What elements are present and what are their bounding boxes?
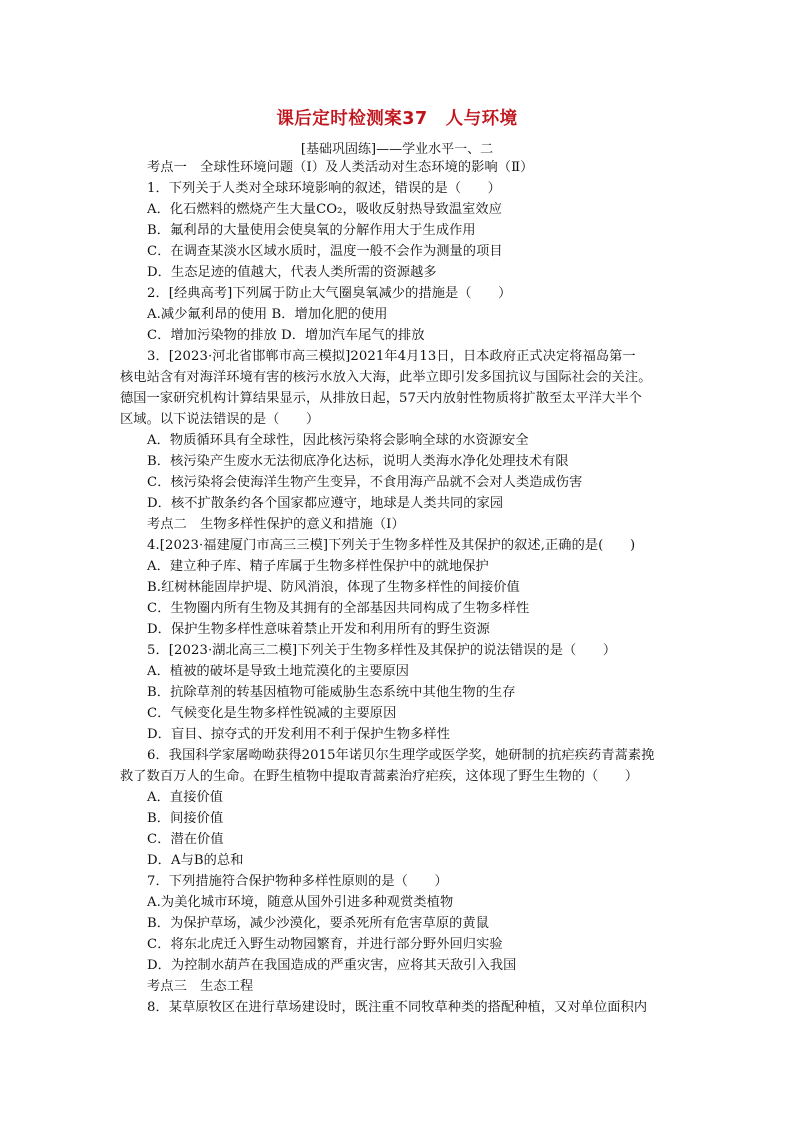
question-3: 3．[2023·河北省邯郸市高三模拟]2021年4月13日，日本政府正式决定将福岛第一: [147, 349, 636, 364]
option-line: C．增加污染物的排放 D．增加汽车尾气的排放: [147, 328, 425, 343]
option-line: D．保护生物多样性意味着禁止开发和利用所有的野生资源: [147, 622, 490, 637]
option-line: C．生物圈内所有生物及其拥有的全部基因共同构成了生物多样性: [147, 601, 530, 616]
section-heading-1: 考点一 全球性环境问题（Ⅰ）及人类活动对生态环境的影响（Ⅱ）: [147, 160, 534, 175]
option-line: A．物质循环具有全球性，因此核污染将会影响全球的水资源安全: [147, 433, 529, 448]
option-line: B.红树林能固岸护堤、防风消浪，体现了生物多样性的间接价值: [147, 580, 520, 595]
option-line: A.减少氟利昂的使用 B．增加化肥的使用: [147, 307, 388, 322]
question-5: 5．[2023·湖北高三二模]下列关于生物多样性及其保护的说法错误的是（ ）: [147, 643, 617, 658]
option-line: A.为美化城市环境，随意从国外引进多种观赏类植物: [147, 895, 454, 910]
option-line: D．生态足迹的值越大，代表人类所需的资源越多: [147, 265, 437, 280]
option-line: C．潜在价值: [147, 832, 224, 847]
option-line: C．在调查某淡水区域水质时，温度一般不会作为测量的项目: [147, 244, 503, 259]
question-6-cont: 救了数百万人的生命。在野生植物中提取青蒿素治疗疟疾，这体现了野生生物的（ ）: [120, 769, 639, 784]
option-line: A．建立种子库、精子库属于生物多样性保护中的就地保护: [147, 559, 489, 574]
question-1: 1．下列关于人类对全球环境影响的叙述，错误的是（ ）: [147, 181, 501, 196]
question-8: 8．某草原牧区在进行草场建设时，既注重不同牧草种类的搭配种植，又对单位面积内: [147, 1000, 648, 1015]
question-7: 7．下列措施符合保护物种多样性原则的是（ ）: [147, 874, 448, 889]
page-title: 课后定时检测案37 人与环境: [276, 109, 518, 129]
question-4: 4.[2023·福建厦门市高三三模]下列关于生物多样性及其保护的叙述,正确的是( ): [147, 538, 636, 553]
option-line: B．抗除草剂的转基因植物可能威胁生态系统中其他生物的生存: [147, 685, 516, 700]
option-line: D．核不扩散条约各个国家都应遵守，地球是人类共同的家园: [147, 496, 504, 511]
question-6: 6．我国科学家屠呦呦获得2015年诺贝尔生理学或医学奖，她研制的抗疟疾药青蒿素挽: [147, 748, 655, 763]
section-heading-2: 考点二 生物多样性保护的意义和措施（Ⅰ）: [147, 517, 405, 532]
option-line: B．为保护草场，减少沙漠化，要杀死所有危害草原的黄鼠: [147, 916, 489, 931]
option-line: A．直接价值: [147, 790, 224, 805]
page-subtitle: [基础巩固练]——学业水平一、二: [300, 142, 494, 157]
option-line: B．核污染产生废水无法彻底净化达标，说明人类海水净化处理技术有限: [147, 454, 569, 469]
question-2: 2．[经典高考]下列属于防止大气圈臭氧减少的措施是（ ）: [147, 286, 512, 301]
question-3-cont: 核电站含有对海洋环境有害的核污水放入大海，此举立即引发多国抗议与国际社会的关注。: [120, 370, 652, 385]
option-line: C．气候变化是生物多样性锐减的主要原因: [147, 706, 397, 721]
option-line: D．为控制水葫芦在我国造成的严重灾害，应将其天敌引入我国: [147, 958, 517, 973]
section-heading-3: 考点三 生态工程: [147, 979, 254, 994]
option-line: B．间接价值: [147, 811, 224, 826]
option-line: B．氟利昂的大量使用会使臭氧的分解作用大于生成作用: [147, 223, 476, 238]
option-line: D．A与B的总和: [147, 853, 244, 868]
option-line: C．核污染将会使海洋生物产生变异，不食用海产品就不会对人类造成伤害: [147, 475, 583, 490]
option-line: C．将东北虎迁入野生动物园繁育，并进行部分野外回归实验: [147, 937, 503, 952]
option-line: A．化石燃料的燃烧产生大量CO₂，吸收反射热导致温室效应: [147, 202, 503, 217]
question-3-cont: 德国一家研究机构计算结果显示，从排放日起，57天内放射性物质将扩散至太平洋大半个: [120, 391, 642, 406]
option-line: A．植被的破坏是导致土地荒漠化的主要原因: [147, 664, 410, 679]
option-line: D．盲目、掠夺式的开发利用不利于保护生物多样性: [147, 727, 450, 742]
question-3-cont: 区域。以下说法错误的是（ ）: [120, 412, 320, 427]
